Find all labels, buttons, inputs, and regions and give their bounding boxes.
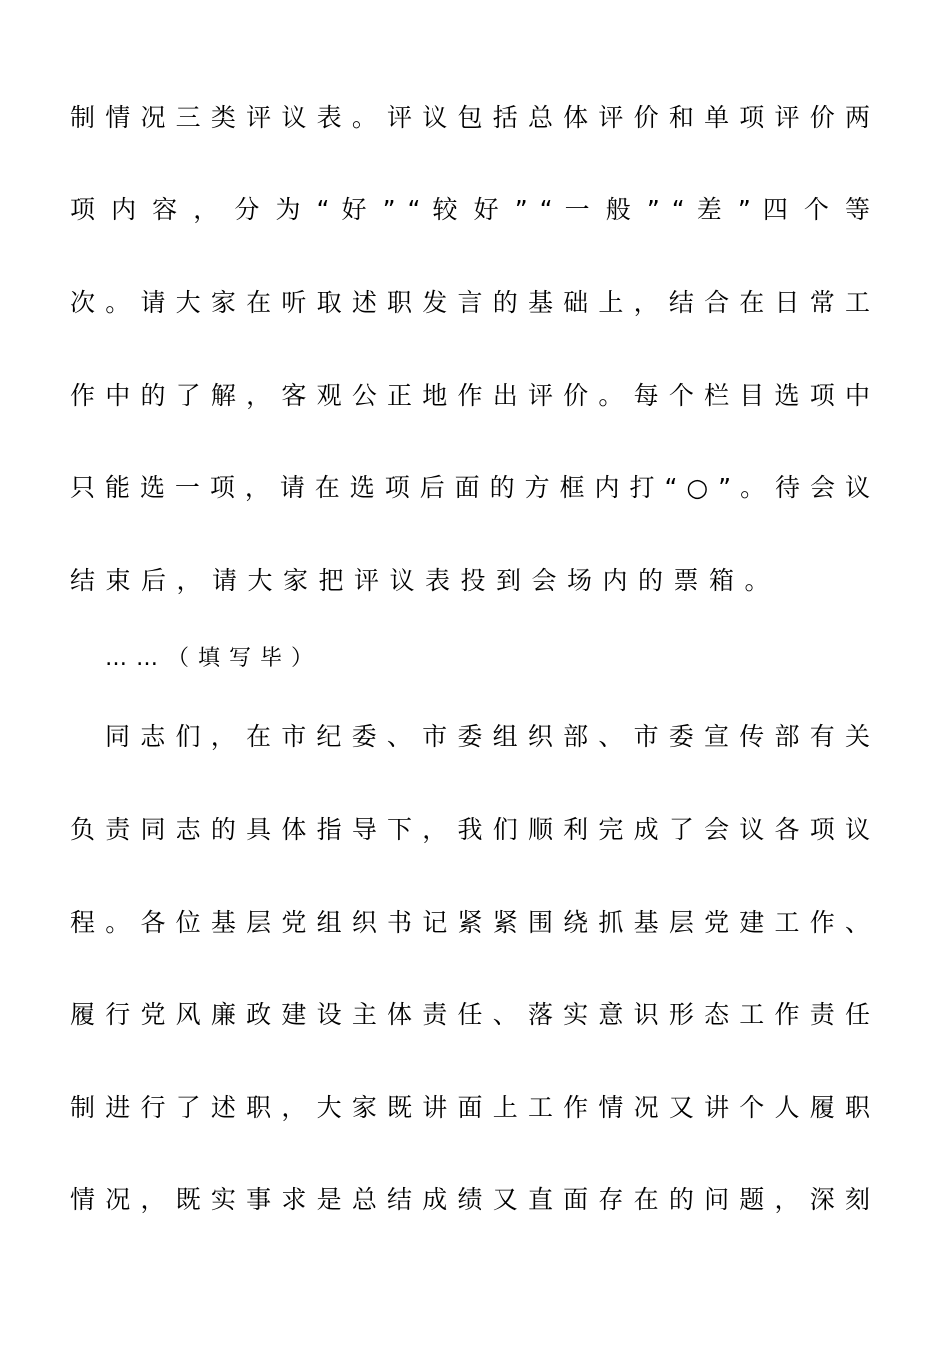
- paragraph-line-10: 履 行 党 风 廉 政 建 设 主 体 责 任 、 落 实 意 识 形 态 工 作 责 任: [70, 1000, 870, 1029]
- paragraph-line-1: 制 情 况 三 类 评 议 表 。 评 议 包 括 总 体 评 价 和 单 项 评 价 两: [70, 103, 870, 132]
- paragraph-line-2: 项 内 容 ， 分 为 “ 好 ” “ 较 好 ” “ 一 般 ” “ 差 ” 四 个 等: [70, 195, 870, 224]
- paragraph-line-6: 结束后，请大家把评议表投到会场内的票箱。: [70, 566, 781, 595]
- paragraph-line-8: 负 责 同 志 的 具 体 指 导 下 ， 我 们 顺 利 完 成 了 会 议 各 项 议: [70, 815, 870, 844]
- paragraph-line-12: 情 况 ， 既 实 事 求 是 总 结 成 绩 又 直 面 存 在 的 问 题 ， 深 刻: [70, 1185, 870, 1214]
- fill-in-note: ……（填写毕）: [105, 646, 323, 671]
- paragraph-line-4: 作 中 的 了 解 ， 客 观 公 正 地 作 出 评 价 。 每 个 栏 目 选 项 中: [70, 381, 870, 410]
- paragraph-line-7: 同 志 们 ， 在 市 纪 委 、 市 委 组 织 部 、 市 委 宣 传 部 有 关: [105, 722, 870, 751]
- paragraph-line-3: 次 。 请 大 家 在 听 取 述 职 发 言 的 基 础 上 ， 结 合 在 日 常 工: [70, 288, 870, 317]
- paragraph-line-5: 只 能 选 一 项 ， 请 在 选 项 后 面 的 方 框 内 打 “ ○ ” 。 待 会 议: [70, 473, 870, 502]
- paragraph-line-9: 程 。 各 位 基 层 党 组 织 书 记 紧 紧 围 绕 抓 基 层 党 建 工 作 、: [70, 908, 870, 937]
- paragraph-line-11: 制 进 行 了 述 职 ， 大 家 既 讲 面 上 工 作 情 况 又 讲 个 人 履 职: [70, 1093, 870, 1122]
